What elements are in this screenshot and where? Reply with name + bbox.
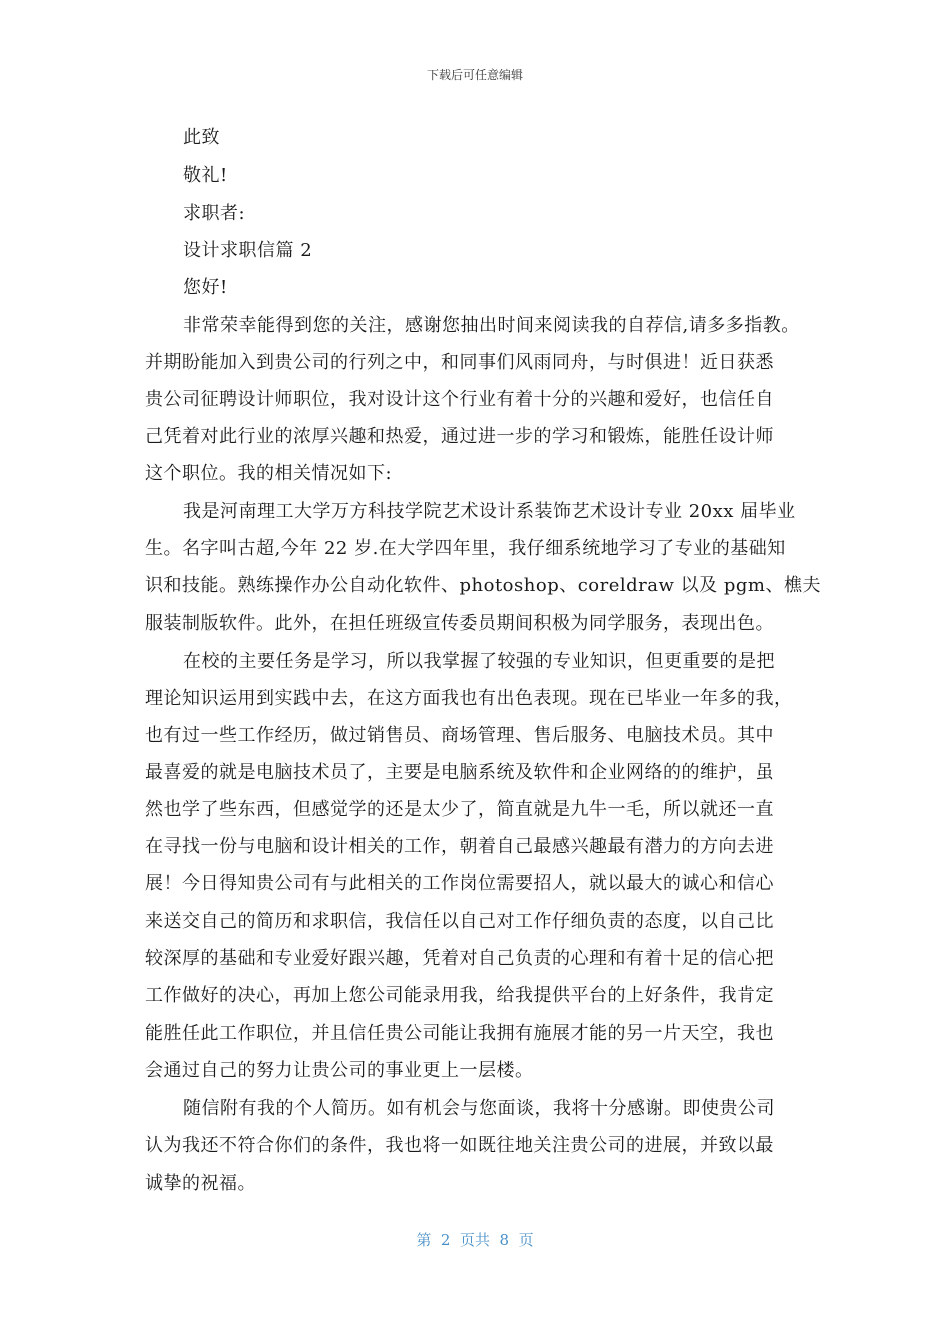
text-line: 会通过自己的努力让贵公司的事业更上一层楼。 — [145, 1060, 534, 1081]
page-footer: 第 2 页共 8 页 — [416, 1231, 534, 1249]
text-line: 也有过一些工作经历，做过销售员、商场管理、售后服务、电脑技术员。其中 — [145, 725, 774, 746]
text-line: 来送交自己的简历和求职信，我信任以自己对工作仔细负责的态度，以自己比 — [145, 911, 774, 932]
text-line: 理论知识运用到实践中去，在这方面我也有出色表现。现在已毕业一年多的我， — [145, 688, 793, 709]
text-line: 诚挚的祝福。 — [145, 1173, 256, 1194]
text-line: 服装制版软件。此外，在担任班级宣传委员期间积极为同学服务，表现出色。 — [145, 613, 774, 634]
text-line: 识和技能。熟练操作办公自动化软件、photoshop、coreldraw 以及 pgm、樵夫 — [145, 575, 821, 596]
text-line: 求职者: — [183, 203, 246, 224]
text-line: 然也学了些东西，但感觉学的还是太少了，简直就是九牛一毛，所以就还一直 — [145, 799, 774, 820]
text-line: 我是河南理工大学万方科技学院艺术设计系装饰艺术设计专业 20xx 届毕业 — [183, 501, 796, 522]
text-line: 敬礼! — [183, 165, 228, 186]
text-line: 展！今日得知贵公司有与此相关的工作岗位需要招人，就以最大的诚心和信心 — [145, 873, 774, 894]
text-line: 非常荣幸能得到您的关注，感谢您抽出时间来阅读我的自荐信,请多多指教。 — [183, 315, 800, 336]
text-line: 工作做好的决心，再加上您公司能录用我，给我提供平台的上好条件，我肯定 — [145, 985, 774, 1006]
text-line: 您好! — [183, 277, 228, 298]
text-line: 生。名字叫古超,今年 22 岁.在大学四年里，我仔细系统地学习了专业的基础知 — [145, 538, 786, 559]
text-line: 在校的主要任务是学习，所以我掌握了较强的专业知识，但更重要的是把 — [183, 651, 775, 672]
text-line: 己凭着对此行业的浓厚兴趣和热爱，通过进一步的学习和锻炼，能胜任设计师 — [145, 426, 774, 447]
text-line: 认为我还不符合你们的条件，我也将一如既往地关注贵公司的进展，并致以最 — [145, 1135, 774, 1156]
text-line: 贵公司征聘设计师职位，我对设计这个行业有着十分的兴趣和爱好，也信任自 — [145, 389, 774, 410]
text-line: 设计求职信篇 2 — [183, 240, 313, 261]
text-line: 并期盼能加入到贵公司的行列之中，和同事们风雨同舟，与时俱进！近日获悉 — [145, 352, 774, 373]
text-line: 在寻找一份与电脑和设计相关的工作，朝着自己最感兴趣最有潜力的方向去进 — [145, 836, 774, 857]
text-line: 最喜爱的就是电脑技术员了，主要是电脑系统及软件和企业网络的的维护，虽 — [145, 762, 774, 783]
text-line: 随信附有我的个人简历。如有机会与您面谈，我将十分感谢。即使贵公司 — [183, 1098, 775, 1119]
text-line: 较深厚的基础和专业爱好跟兴趣，凭着对自己负责的心理和有着十足的信心把 — [145, 948, 774, 969]
page-header: 下载后可任意编辑 — [426, 68, 523, 82]
text-line: 能胜任此工作职位，并且信任贵公司能让我拥有施展才能的另一片天空，我也 — [145, 1023, 774, 1044]
text-line: 此致 — [183, 127, 220, 148]
text-line: 这个职位。我的相关情况如下: — [145, 463, 393, 484]
